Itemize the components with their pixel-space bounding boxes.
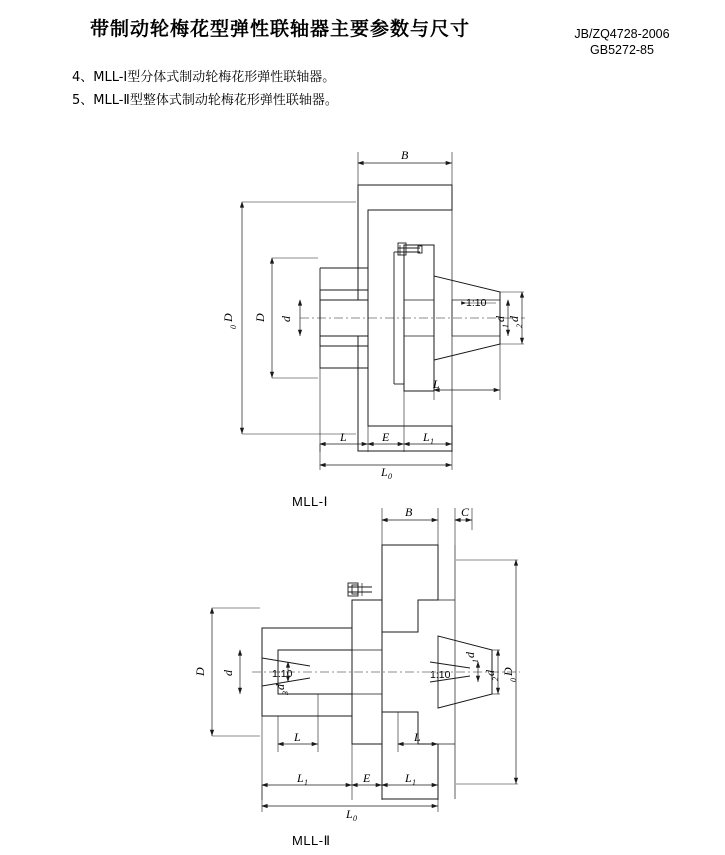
note-item-5: 5、MLL-Ⅱ型整体式制动轮梅花形弹性联轴器。 — [72, 93, 338, 108]
svg-text:E: E — [363, 771, 371, 785]
page-title: 带制动轮梅花型弹性联轴器主要参数与尺寸 — [89, 18, 470, 40]
svg-text:D: D — [501, 667, 515, 676]
note-item-4: 4、MLL-Ⅰ型分体式制动轮梅花形弹性联轴器。 — [72, 70, 336, 85]
figure-2-geometry — [193, 505, 520, 823]
svg-text:0: 0 — [229, 325, 238, 329]
svg-text:D: D — [193, 667, 207, 676]
svg-text:L: L — [414, 730, 421, 744]
svg-text:d: d — [279, 316, 293, 322]
svg-text:2: 2 — [491, 677, 500, 681]
standard-code-2: GB5272-85 — [590, 43, 654, 57]
svg-text:1: 1 — [412, 778, 416, 787]
svg-text:1: 1 — [471, 659, 480, 663]
svg-text:0: 0 — [509, 678, 518, 682]
figure-1-caption: MLL-Ⅰ — [292, 494, 328, 509]
svg-text:L: L — [294, 730, 301, 744]
svg-text:D: D — [253, 313, 267, 322]
svg-text:D: D — [221, 313, 235, 322]
svg-text:L: L — [433, 377, 440, 391]
svg-text:1:10: 1:10 — [272, 668, 293, 680]
svg-text:0: 0 — [388, 472, 392, 481]
svg-text:L: L — [346, 807, 353, 821]
svg-text:0: 0 — [353, 814, 357, 823]
svg-text:d: d — [463, 652, 477, 658]
svg-text:1: 1 — [430, 437, 434, 446]
svg-text:L: L — [423, 430, 430, 444]
svg-text:2: 2 — [515, 324, 524, 328]
svg-text:d: d — [507, 316, 521, 322]
svg-text:d: d — [483, 670, 497, 676]
svg-text:L: L — [381, 465, 388, 479]
svg-text:C: C — [461, 505, 470, 519]
svg-text:d: d — [273, 684, 287, 690]
svg-text:1: 1 — [304, 778, 308, 787]
figure-1-geometry — [221, 148, 525, 481]
svg-text:1:10: 1:10 — [466, 297, 487, 309]
svg-text:d: d — [493, 316, 507, 322]
svg-text:B: B — [405, 505, 413, 519]
svg-text:L: L — [405, 771, 412, 785]
svg-text:1:10: 1:10 — [430, 669, 451, 681]
svg-text:B: B — [401, 148, 409, 162]
figure-2-caption: MLL-Ⅱ — [292, 833, 331, 848]
svg-text:L: L — [340, 430, 347, 444]
standard-code-1: JB/ZQ4728-2006 — [574, 27, 670, 41]
svg-text:d: d — [221, 670, 235, 676]
svg-text:1: 1 — [501, 324, 510, 328]
svg-text:L: L — [297, 771, 304, 785]
svg-text:E: E — [382, 430, 390, 444]
svg-text:3: 3 — [281, 691, 290, 695]
